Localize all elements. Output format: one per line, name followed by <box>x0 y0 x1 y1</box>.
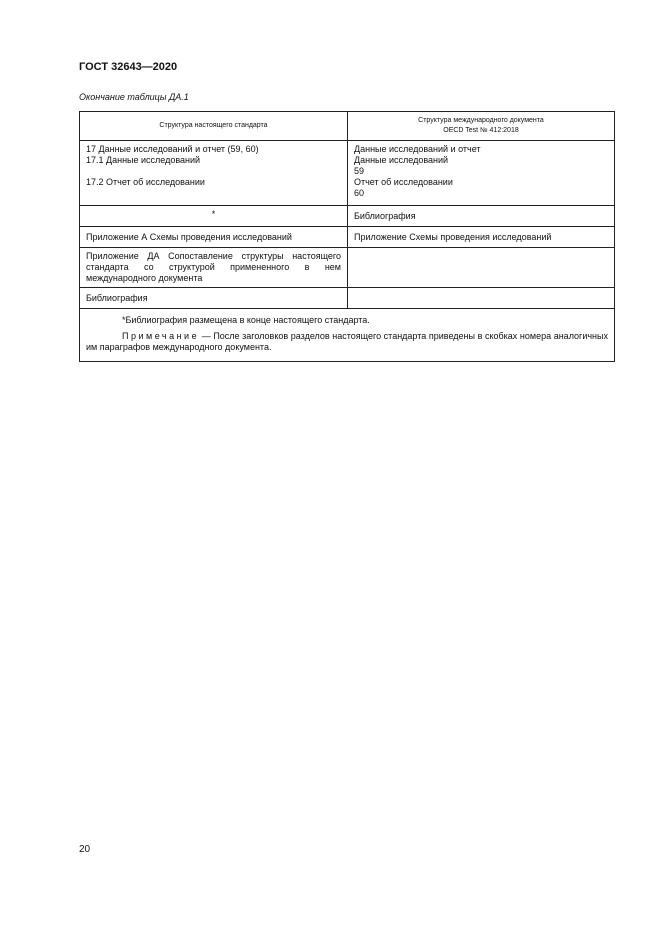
cell-line: 60 <box>354 188 365 198</box>
table-row <box>80 288 615 309</box>
cell-line: Отчет об исследовании <box>354 177 453 187</box>
cell-line: Данные исследований и отчет <box>354 144 481 154</box>
table-cell: Приложение Схемы проведения исследований <box>348 227 615 248</box>
cell-line: Данные исследований <box>354 155 449 165</box>
table-cell: * <box>80 206 348 227</box>
table-cell <box>348 248 615 288</box>
cell-line: 59 <box>354 166 365 176</box>
table-cell: Приложение А Схемы проведения исследований <box>80 227 348 248</box>
table-cell: Приложение ДА Сопоставление структуры настоящего стандарта со структурой примененного в нем международного документа <box>80 248 348 288</box>
note-text: — После заголовков разделов настоящего стандарта приведены в скобках номера аналогичных им параграфов международного документа. <box>86 331 608 352</box>
cell-line: 17.2 Отчет об исследовании <box>86 177 205 187</box>
table-cell <box>348 141 615 206</box>
table-row <box>80 248 615 288</box>
header-cell-national: Структура настоящего стандарта <box>80 112 348 141</box>
note-label: Примечание <box>122 331 200 341</box>
table-notes-row <box>80 309 615 362</box>
table-row <box>80 141 615 206</box>
table-header-row <box>80 112 615 141</box>
document-title: ГОСТ 32643—2020 <box>79 61 178 73</box>
cell-line <box>86 166 341 177</box>
table-caption: Окончание таблицы ДА.1 <box>79 92 189 102</box>
header-cell-international <box>348 112 615 141</box>
note <box>86 331 608 353</box>
table-cell: Библиография <box>80 288 348 309</box>
header-line: OECD Test № 412:2018 <box>443 127 519 134</box>
page-number: 20 <box>79 844 91 855</box>
cell-line: 17.1 Данные исследований <box>86 155 201 165</box>
cell-line: 17 Данные исследований и отчет (59, 60) <box>86 144 259 154</box>
comparison-table <box>79 111 615 362</box>
table-cell: Библиография <box>348 206 615 227</box>
header-line: Структура международного документа <box>418 117 544 124</box>
table-cell <box>80 141 348 206</box>
table-row <box>80 206 615 227</box>
table-cell <box>348 288 615 309</box>
footnote: *Библиография размещена в конце настоящего стандарта. <box>122 315 370 325</box>
notes-cell <box>80 309 615 362</box>
table-row <box>80 227 615 248</box>
